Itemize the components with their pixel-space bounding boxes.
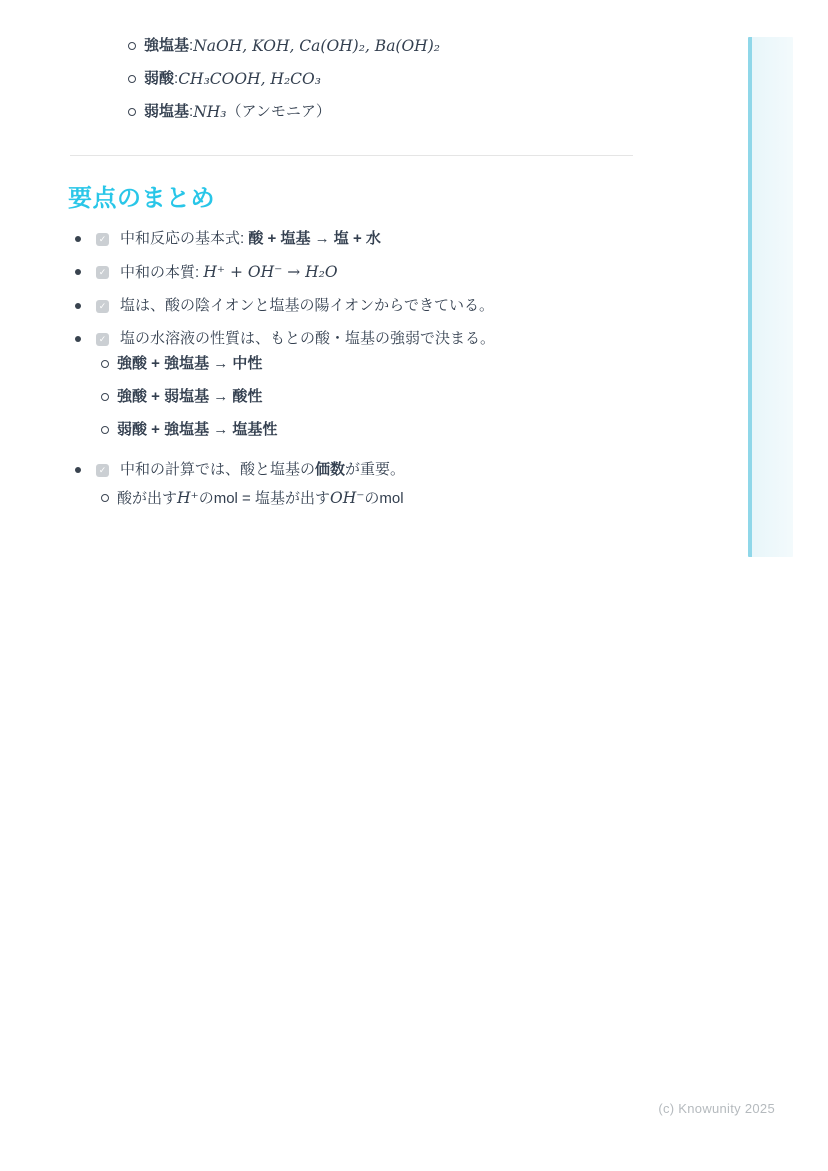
separator: : [189,103,194,120]
summary-checklist [70,229,645,521]
item-text: 塩の水溶液の性質は、もとの酸・塩基の強弱で決まる。 [120,330,496,347]
checklist-item [70,329,645,440]
item-text: 中和の計算では、酸と塩基の価数が重要。 [120,461,406,478]
sub-item-text: 酸が出すH⁺のmol = 塩基が出すOH⁻のmol [117,488,404,507]
equation: H⁺ + OH⁻ → H₂O [203,263,338,281]
section-heading: 要点のまとめ [68,185,215,212]
ion-formula: H⁺ [177,488,199,507]
checkbox-checked-icon: ✓ [96,333,109,346]
sub-list-item [101,387,645,407]
circle-bullet-icon [101,393,109,401]
bullet-icon [75,467,81,473]
circle-bullet-icon [128,42,136,50]
chemical-formula: NaOH, KOH, Ca(OH)₂, Ba(OH)₂ [193,37,440,55]
term-label: 弱酸 [144,70,175,87]
separator: : [189,37,194,54]
sub-list [101,354,645,440]
checkbox-checked-icon: ✓ [96,233,109,246]
bullet-icon [75,269,81,275]
checklist-item [70,296,645,316]
checklist-item [70,262,645,283]
sub-list-item [101,420,645,440]
item-text: 中和反応の基本式: 酸 + 塩基 → 塩 + 水 [120,230,381,247]
bullet-icon [75,336,81,342]
circle-bullet-icon [101,494,109,502]
copyright-notice: (c) Knowunity 2025 [658,1101,775,1116]
circle-bullet-icon [128,108,136,116]
item-text: 塩は、酸の陰イオンと塩基の陽イオンからできている。 [120,297,494,314]
circle-bullet-icon [128,75,136,83]
checkbox-checked-icon: ✓ [96,266,109,279]
term-label: 弱塩基 [144,103,190,120]
sub-list-item [101,488,645,508]
bullet-icon [75,236,81,242]
section-divider [70,155,633,156]
ion-formula: OH⁻ [329,488,365,507]
item-text: 中和の本質: H⁺ + OH⁻ → H₂O [120,263,338,281]
sub-list [101,488,645,508]
chemical-formula: CH₃COOH, H₂CO₃ [178,70,321,88]
page-edge-highlight-bar [748,37,793,557]
sub-item-text: 弱酸 + 強塩基 → 塩基性 [117,421,278,438]
checklist-item [70,460,645,508]
term-label: 強塩基 [144,37,190,54]
circle-bullet-icon [101,426,109,434]
checklist-item [70,229,645,249]
list-item [128,102,440,122]
checkbox-checked-icon: ✓ [96,300,109,313]
acid-base-examples-list [128,36,440,135]
chemical-formula: NH₃ [193,103,227,121]
sub-item-text: 強酸 + 強塩基 → 中性 [117,355,263,372]
checkbox-checked-icon: ✓ [96,464,109,477]
term-suffix: （アンモニア） [226,103,331,120]
separator: : [174,70,179,87]
bullet-icon [75,303,81,309]
circle-bullet-icon [101,360,109,368]
list-item [128,36,440,56]
sub-item-text: 強酸 + 弱塩基 → 酸性 [117,388,263,405]
sub-list-item [101,354,645,374]
list-item [128,69,440,89]
